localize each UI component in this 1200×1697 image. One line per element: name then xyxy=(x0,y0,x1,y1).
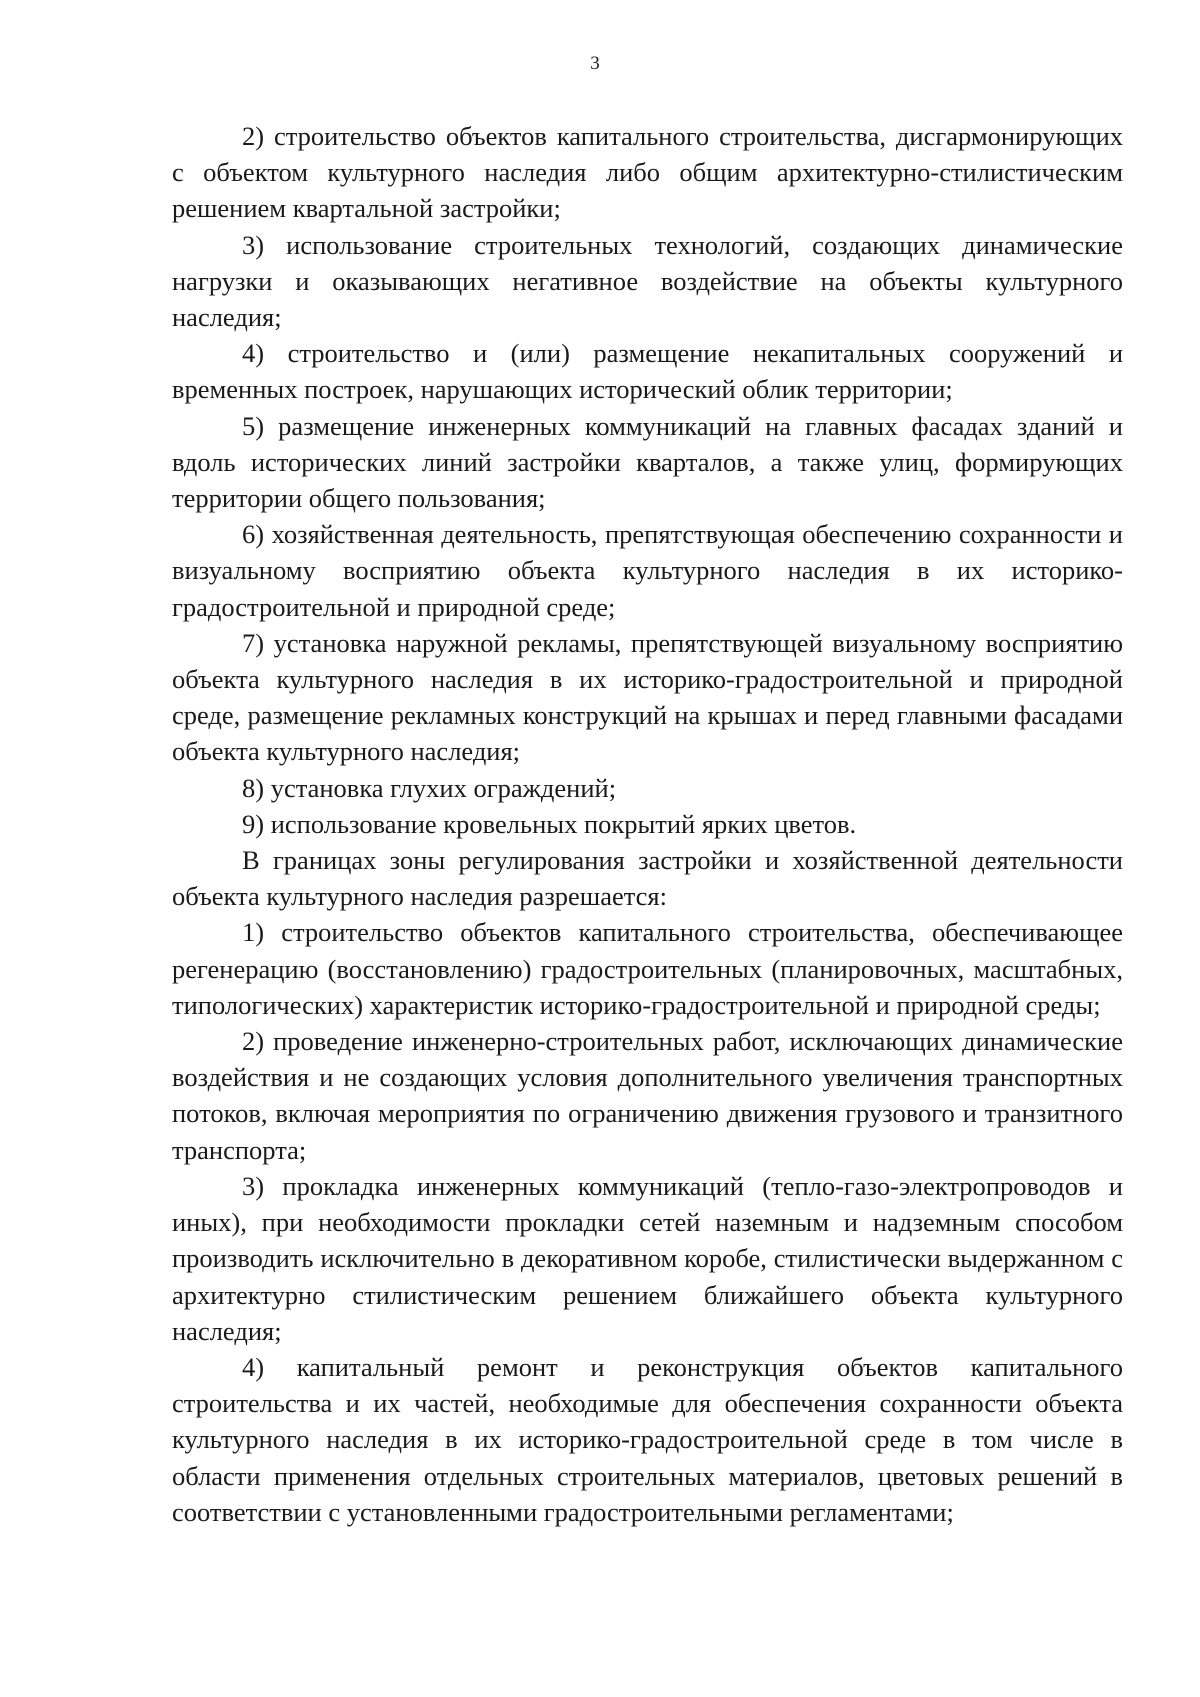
paragraph-allowed-2: 2) проведение инженерно-строительных работ, исключающих динамические воздействия и не создающих условия дополнительного увеличения транспортных потоков, включая мероприятия по ограничению движения грузового и транзитного транспорта; xyxy=(172,1026,1123,1165)
paragraph-allowed-4: 4) капитальный ремонт и реконструкция объектов капитального строительства и их частей, необходимые для обеспечения сохранности объекта культурного наследия в их историко-градостроительной среде в том числе в области применения отдельных строительных материалов, цветовых решений в соответствии с установленными градостроительными регламентами; xyxy=(172,1351,1123,1527)
paragraph-prohibited-8: 8) установка глухих ограждений; xyxy=(242,772,617,803)
paragraph-allowed-3: 3) прокладка инженерных коммуникаций (тепло-газо-электропроводов и иных), при необходимости прокладки сетей наземным и надземным способом производить исключительно в декоративном коробе, стилистически выдержанном с архитектурно стилистическим решением ближайшего объекта культурного наследия; xyxy=(172,1170,1123,1346)
paragraph-prohibited-6: 6) хозяйственная деятельность, препятствующая обеспечению сохранности и визуальному восприятию объекта культурного наследия в их историко-градостроительной и природной среде; xyxy=(172,519,1123,622)
paragraph-prohibited-4: 4) строительство и (или) размещение некапитальных сооружений и временных построек, нарушающих исторический облик территории; xyxy=(172,338,1123,405)
paragraph-prohibited-5: 5) размещение инженерных коммуникаций на главных фасадах зданий и вдоль исторических линий застройки кварталов, а также улиц, формирующих территории общего пользования; xyxy=(172,410,1123,514)
paragraph-prohibited-3: 3) использование строительных технологий, создающих динамические нагрузки и оказывающих негативное воздействие на объекты культурного наследия; xyxy=(172,229,1123,333)
paragraph-allowed-1: 1) строительство объектов капитального строительства, обеспечивающее регенерацию (восстановлению) градостроительных (планировочных, масштабных, типологических) характеристик историко-градостроительной и природной среды; xyxy=(172,917,1123,1020)
paragraph-prohibited-9: 9) использование кровельных покрытий ярких цветов. xyxy=(242,808,857,839)
page-number: 3 xyxy=(590,53,600,74)
document-body xyxy=(172,118,1123,1530)
paragraph-prohibited-7: 7) установка наружной рекламы, препятствующей визуальному восприятию объекта культурного наследия в их историко-градостроительной и природной среде, размещение рекламных конструкций на крышах и перед главными фасадами объекта культурного наследия; xyxy=(172,627,1123,767)
paragraph-allowed-intro: В границах зоны регулирования застройки и хозяйственной деятельности объекта культурного наследия разрешается: xyxy=(172,845,1123,912)
paragraph-prohibited-2: 2) строительство объектов капитального строительства, дисгармонирующих с объектом культурного наследия либо общим архитектурно-стилистическим решением квартальной застройки; xyxy=(172,121,1123,224)
